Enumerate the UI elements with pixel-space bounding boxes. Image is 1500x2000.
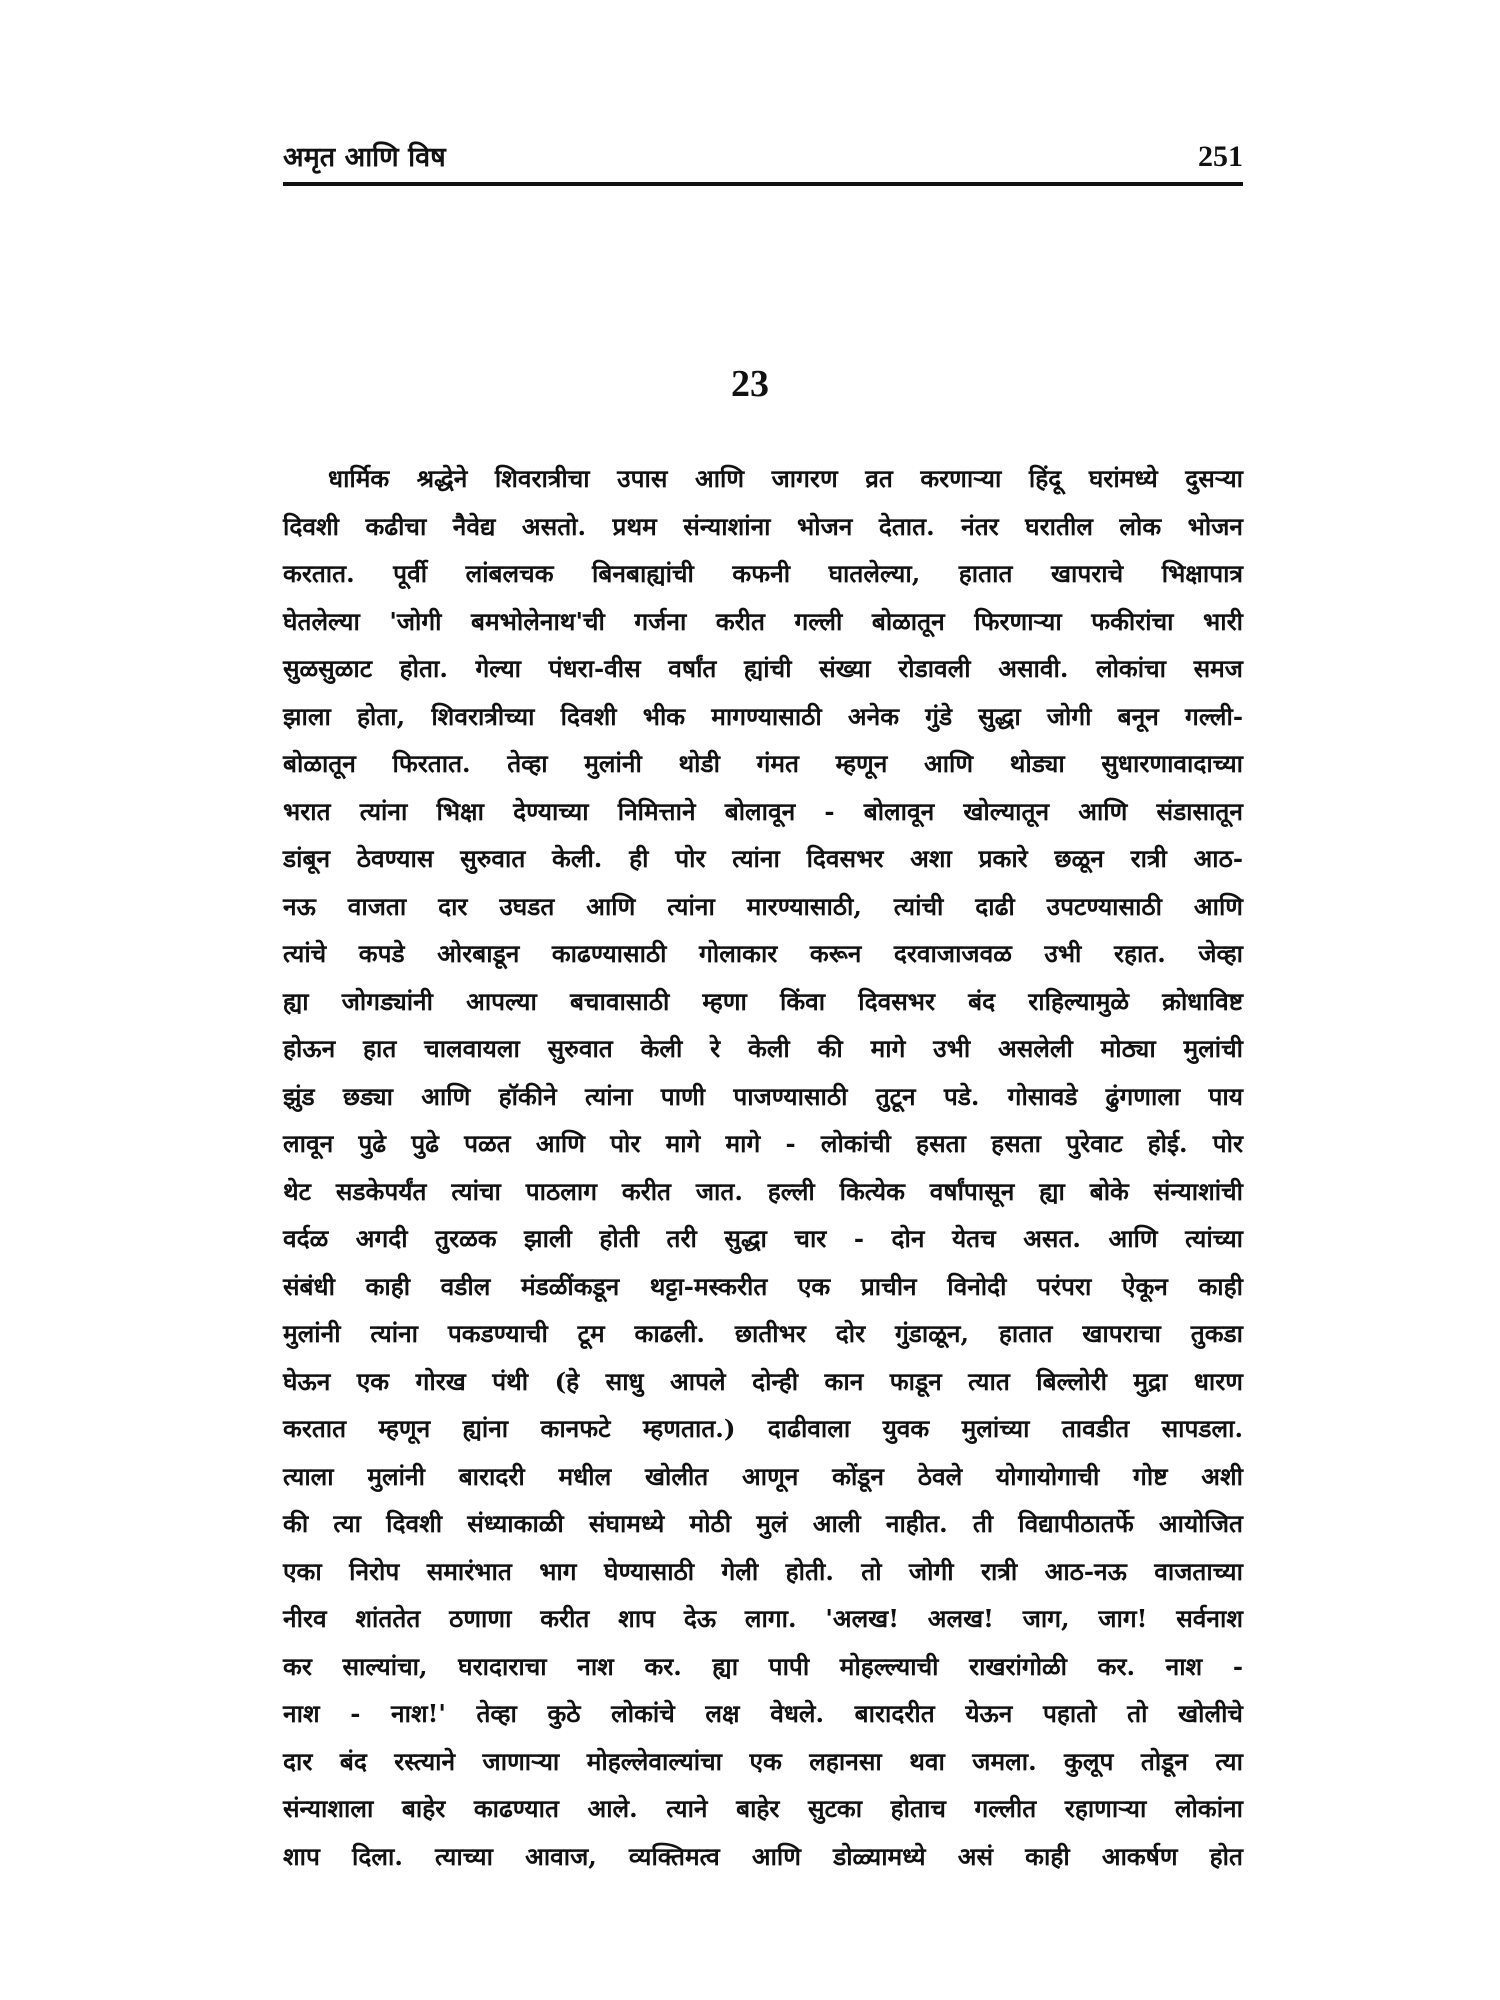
text-line: नऊ वाजता दार उघडत आणि त्यांना मारण्यासाठी, त्यांची दाढी उपटण्यासाठी आणि <box>283 891 1243 921</box>
text-line: करतात म्हणून ह्यांना कानफटे म्हणतात.) दाढीवाला युवक मुलांच्या तावडीत सापडला. <box>283 1414 1243 1443</box>
text-line: सुळसुळाट होता. गेल्या पंधरा-वीस वर्षांत ह्यांची संख्या रोडावली असावी. लोकांचा समज <box>283 654 1243 683</box>
text-line: धार्मिक श्रद्धेने शिवरात्रीचा उपास आणि जागरण व्रत करणाऱ्या हिंदू घरांमध्ये दुसऱ्या <box>328 464 1243 493</box>
text-line: नीरव शांततेत ठणाणा करीत शाप देऊ लागा. 'अलख! अलख! जाग, जाग! सर्वनाश <box>283 1604 1243 1633</box>
text-line: त्यांचे कपडे ओरबाडून काढण्यासाठी गोलाकार करून दरवाजाजवळ उभी रहात. जेव्हा <box>283 939 1243 968</box>
text-line: मुलांनी त्यांना पकडण्याची टूम काढली. छातीभर दोर गुंडाळून, हातात खापराचा तुकडा <box>283 1319 1243 1348</box>
text-line: की त्या दिवशी संध्याकाळी संघामध्ये मोठी मुलं आली नाहीत. ती विद्यापीठातर्फे आयोजित <box>283 1509 1243 1538</box>
text-line: बोळातून फिरतात. तेव्हा मुलांनी थोडी गंमत म्हणून आणि थोड्या सुधारणावादाच्या <box>283 749 1243 778</box>
text-line: दार बंद रस्त्याने जाणाऱ्या मोहल्लेवाल्यांचा एक लहानसा थवा जमला. कुलूप तोडून त्या <box>283 1746 1243 1776</box>
text-line: डांबून ठेवण्यास सुरुवात केली. ही पोर त्यांना दिवसभर अशा प्रकारे छळून रात्री आठ- <box>283 844 1243 873</box>
text-line: ह्या जोगड्यांनी आपल्या बचावासाठी म्हणा किंवा दिवसभर बंद राहिल्यामुळे क्रोधाविष्ट <box>283 986 1243 1016</box>
page-header <box>283 128 1243 174</box>
text-line: शाप दिला. त्याच्या आवाज, व्यक्तिमत्व आणि डोळ्यामध्ये असं काही आकर्षण होत <box>283 1841 1243 1871</box>
text-line: होऊन हात चालवायला सुरुवात केली रे केली की मागे उभी असलेली मोठ्या मुलांची <box>283 1034 1243 1063</box>
text-line: लावून पुढे पुढे पळत आणि पोर मागे मागे - लोकांची हसता हसता पुरेवाट होई. पोर <box>283 1129 1243 1158</box>
text-line: कर साल्यांचा, घरादाराचा नाश कर. ह्या पापी मोहल्ल्याची राखरांगोळी कर. नाश - <box>283 1651 1243 1681</box>
text-line: झाला होता, शिवरात्रीच्या दिवशी भीक मागण्यासाठी अनेक गुंडे सुद्धा जोगी बनून गल्ली- <box>283 701 1243 731</box>
text-line: घेऊन एक गोरख पंथी (हे साधु आपले दोन्ही कान फाडून त्यात बिल्लोरी मुद्रा धारण <box>283 1366 1243 1396</box>
text-line: त्याला मुलांनी बारादरी मधील खोलीत आणून कोंडून ठेवले योगायोगाची गोष्ट अशी <box>283 1461 1243 1491</box>
header-rule <box>283 182 1243 186</box>
text-line: नाश - नाश!' तेव्हा कुठे लोकांचे लक्ष वेधले. बारादरीत येऊन पहातो तो खोलीचे <box>283 1699 1243 1728</box>
text-line: भरात त्यांना भिक्षा देण्याच्या निमित्ताने बोलावून - बोलावून खोल्यातून आणि संडासातून <box>283 796 1243 826</box>
text-line: वर्दळ अगदी तुरळक झाली होती तरी सुद्धा चार - दोन येतच असत. आणि त्यांच्या <box>283 1224 1243 1253</box>
text-line: झुंड छड्या आणि हॉकीने त्यांना पाणी पाजण्यासाठी तुटून पडे. गोसावडे ढुंगणाला पाय <box>283 1081 1243 1111</box>
text-line: संन्याशाला बाहेर काढण्यात आले. त्याने बाहेर सुटका होताच गल्लीत रहाणाऱ्या लोकांना <box>283 1794 1243 1823</box>
text-line: एका निरोप समारंभात भाग घेण्यासाठी गेली होती. तो जोगी रात्री आठ-नऊ वाजताच्या <box>283 1556 1243 1586</box>
body-text <box>283 455 1243 1880</box>
text-line: करतात. पूर्वी लांबलचक बिनबाह्यांची कफनी घातलेल्या, हातात खापराचे भिक्षापात्र <box>283 559 1243 588</box>
text-line: घेतलेल्या 'जोगी बमभोलेनाथ'ची गर्जना करीत गल्ली बोळातून फिरणाऱ्या फकीरांचा भारी <box>283 606 1243 636</box>
page-number: 251 <box>1198 140 1243 173</box>
text-line: संबंधी काही वडील मंडळींकडून थट्टा-मस्करीत एक प्राचीन विनोदी परंपरा ऐकून काही <box>283 1271 1243 1301</box>
text-line: दिवशी कढीचा नैवेद्य असतो. प्रथम संन्याशांना भोजन देतात. नंतर घरातील लोक भोजन <box>283 511 1243 541</box>
running-title: अमृत आणि विष <box>283 142 446 173</box>
chapter-number: 23 <box>731 363 769 405</box>
text-line: थेट सडकेपर्यंत त्यांचा पाठलाग करीत जात. हल्ली कित्येक वर्षांपासून ह्या बोके संन्याशांची <box>283 1176 1243 1206</box>
